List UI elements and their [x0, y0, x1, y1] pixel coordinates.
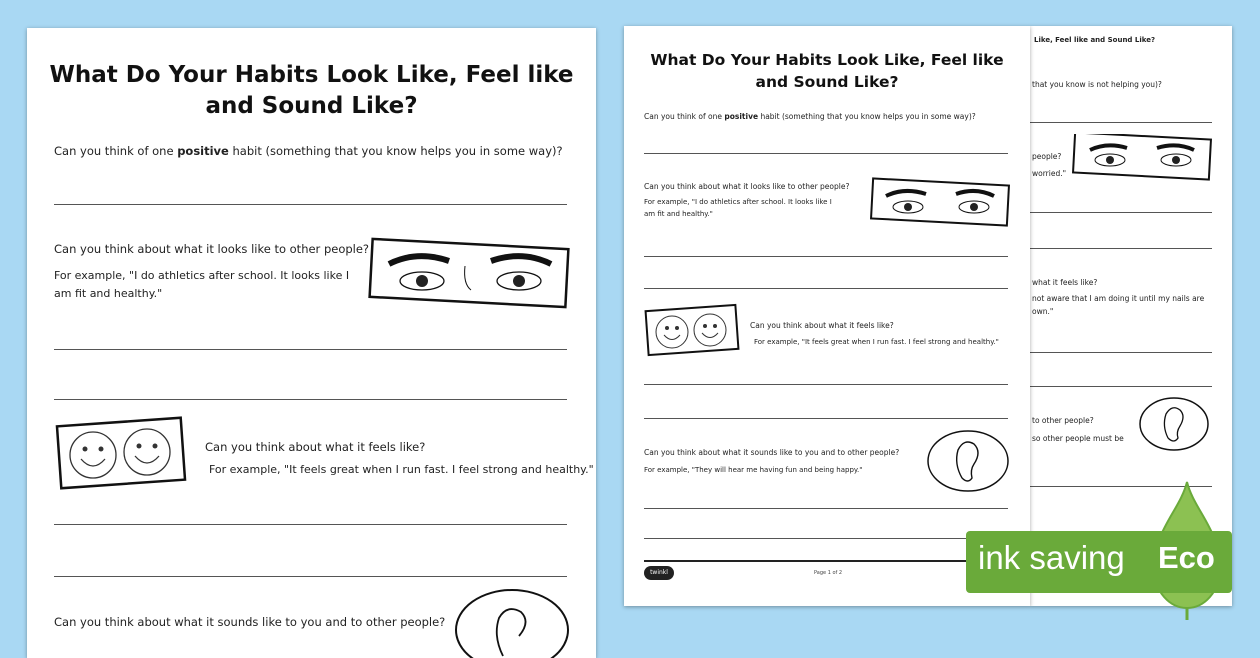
mid-example-looks-like: For example, "I do athletics after school. It looks like I am fit and healthy." — [644, 198, 832, 218]
example-looks-like: For example, "I do athletics after school. It looks like I am fit and healthy." — [54, 269, 350, 300]
eyes-picture — [868, 176, 1012, 230]
back-q2-fragment-a: people? — [1032, 152, 1062, 161]
ear-picture — [1138, 396, 1210, 452]
back-q4-fragment-b: so other people must be — [1032, 434, 1124, 443]
answer-line — [1030, 212, 1212, 213]
answer-line — [644, 418, 1008, 419]
title-line-2: and Sound Like? — [755, 73, 899, 91]
answer-line — [644, 384, 1008, 385]
ear-picture — [926, 428, 1010, 494]
title-line-1: What Do Your Habits Look Like, Feel like — [650, 51, 1004, 69]
title-line-1: What Do Your Habits Look Like, Feel like — [49, 62, 574, 88]
answer-line — [54, 576, 567, 577]
answer-line — [644, 538, 1008, 539]
worksheet-page-1-thumbnail — [624, 26, 1030, 606]
back-q3-fragment-b: not aware that I am doing it until my nails are — [1032, 294, 1205, 303]
footer-rule — [644, 560, 1008, 562]
mid-example-feels-like: For example, "It feels great when I run fast. I feel strong and healthy." — [754, 338, 999, 346]
answer-line — [1030, 248, 1212, 249]
back-q4-fragment-a: to other people? — [1032, 416, 1094, 425]
back-q2-fragment-b: worried." — [1032, 169, 1067, 178]
answer-line — [1030, 352, 1212, 353]
mid-question-looks-like: Can you think about what it looks like to other people? — [644, 182, 850, 191]
answer-line — [644, 508, 1008, 509]
eco-label: Eco — [1158, 540, 1215, 575]
answer-line — [54, 204, 567, 205]
smiley-faces-picture — [644, 302, 742, 360]
answer-line — [54, 399, 567, 400]
ink-saving-label: ink saving — [978, 539, 1125, 576]
question-positive-habit: Can you think of one positive habit (something that you know helps you in some way)? — [54, 144, 563, 158]
ear-picture — [453, 586, 571, 658]
worksheet-page-1 — [27, 28, 596, 658]
answer-line — [54, 349, 567, 350]
answer-line — [644, 153, 1008, 154]
answer-line — [644, 288, 1008, 289]
answer-line — [1030, 122, 1212, 123]
mid-worksheet-title — [624, 49, 1030, 93]
answer-line — [1030, 386, 1212, 387]
eyes-picture — [1072, 134, 1212, 184]
question-feels-like: Can you think about what it feels like? — [205, 440, 426, 454]
smiley-faces-picture — [53, 412, 189, 494]
answer-line — [54, 524, 567, 525]
example-feels-like: For example, "It feels great when I run fast. I feel strong and healthy." — [209, 463, 594, 476]
mid-example-sounds-like: For example, "They will hear me having fun and being happy." — [644, 466, 863, 474]
page-number: Page 1 of 2 — [814, 570, 843, 576]
back-title-fragment: Like, Feel like and Sound Like? — [1034, 36, 1156, 44]
answer-line — [644, 256, 1008, 257]
mid-question-positive-habit: Can you think of one positive habit (something that you know helps you in some way)? — [644, 112, 976, 121]
worksheet-title — [27, 60, 596, 122]
back-q1-fragment: that you know is not helping you)? — [1032, 80, 1162, 89]
question-looks-like: Can you think about what it looks like to other people? — [54, 242, 370, 256]
mid-question-feels-like: Can you think about what it feels like? — [750, 321, 894, 330]
question-sounds-like: Can you think about what it sounds like to you and to other people? — [54, 615, 446, 629]
title-line-2: and Sound Like? — [205, 93, 418, 119]
mid-question-sounds-like: Can you think about what it sounds like to you and to other people? — [644, 448, 900, 457]
back-q3-fragment-a: what it feels like? — [1032, 278, 1098, 287]
publisher-logo: twinkl — [644, 566, 674, 580]
back-q3-fragment-c: own." — [1032, 307, 1054, 316]
eyes-picture — [367, 236, 573, 312]
